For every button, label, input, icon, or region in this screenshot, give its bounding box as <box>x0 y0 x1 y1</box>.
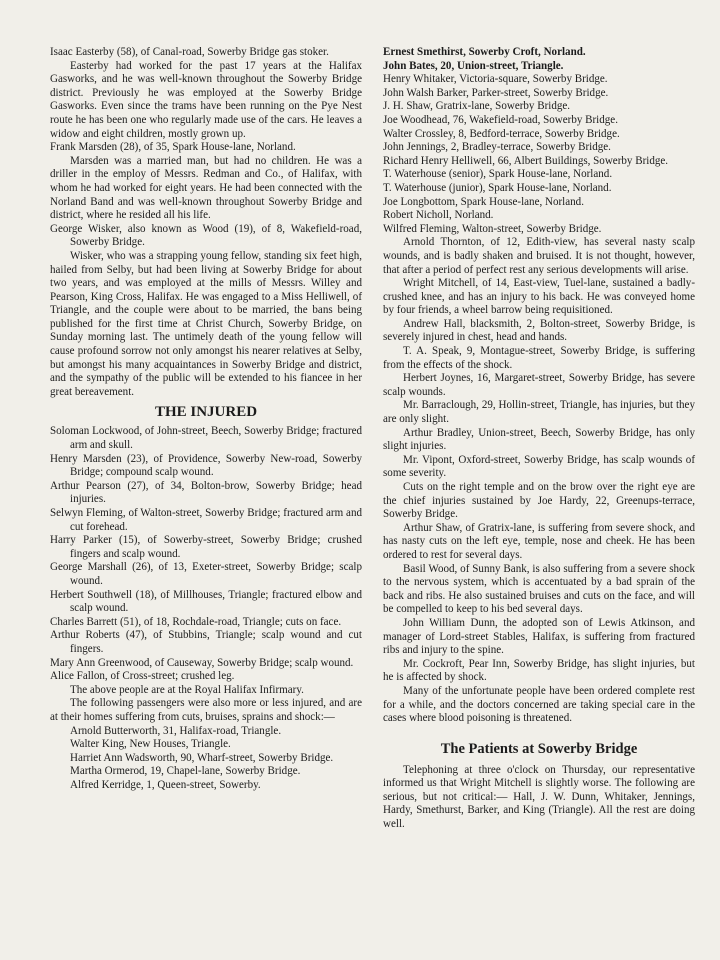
passenger-item: John Walsh Barker, Parker-street, Sowerby Bridge. <box>383 86 609 99</box>
passenger-item: Walter King, New Houses, Triangle. <box>70 738 231 751</box>
patients-text: Telephoning at three o'clock on Thursday, our representative informed us that Wright Mitchell is slightly worse. The following are serious, but not critical:— Hall, J. W. Dunn, Whitaker, Jennings, Hardy, Smethurst, Barker, and King (Triangle). All the rest are doing well. <box>383 763 695 831</box>
injury-report: Arnold Thornton, of 12, Edith-view, has several nasty scalp wounds, and is badly shaken and bruised. It is not thought, however, that after a period of perfect rest any serious developments will arise. <box>383 236 695 276</box>
injured-list <box>50 425 362 683</box>
passenger-item: Henry Whitaker, Victoria-square, Sowerby Bridge. <box>383 73 608 86</box>
right-column <box>383 46 695 832</box>
injury-report: Mr. Barraclough, 29, Hollin-street, Triangle, has injuries, but they are only slight. <box>383 399 695 426</box>
passenger-item: Martha Ormerod, 19, Chapel-lane, Sowerby Bridge. <box>70 765 301 778</box>
infirmary-note: The above people are at the Royal Halifax Infirmary. <box>70 683 304 696</box>
injury-report: John William Dunn, the adopted son of Lewis Atkinson, and manager of Lord-street Stables, Halifax, is suffering from fractured ribs and injury to the spine. <box>383 616 695 657</box>
passenger-item: Walter Crossley, 8, Bedford-terrace, Sowerby Bridge. <box>383 127 620 140</box>
injury-report: Herbert Joynes, 16, Margaret-street, Sowerby Bridge, has severe scalp wounds. <box>383 372 695 398</box>
injury-report: Wright Mitchell, of 14, East-view, Tuel-lane, sustained a badly-crushed knee, and has an injury to his back. He was conveyed home by four friends, a wheel barrow being requisitioned. <box>383 277 695 317</box>
passenger-item: Joe Longbottom, Spark House-lane, Norland. <box>383 195 584 208</box>
injury-report: Arthur Shaw, of Gratrix-lane, is suffering from severe shock, and has nasty cuts on the left eye, temple, nose and cheek. He has been ordered to rest for several days. <box>383 521 695 561</box>
death-entry-marsden: Frank Marsden (28), of 35, Spark House-lane, Norland. <box>50 141 296 154</box>
passenger-item: T. Waterhouse (senior), Spark House-lane, Norland. <box>383 168 613 181</box>
injury-report: T. A. Speak, 9, Montague-street, Sowerby Bridge, is suffering from the effects of the shock. <box>383 345 695 371</box>
death-narrative-wisker: Wisker, who was a strapping young fellow, standing six feet high, hailed from Selby, but had been living at Sowerby Bridge for about two years, and was employed at the mills of Messrs. Willey and Pearson, King Cross, Halifax. He was engaged to a Miss Helliwell, of Triangle, and the couple were about to be married, the bans being published for the first time at Christ Church, Sowerby Bridge, on Sunday morning last. The untimely death of the young fellow will cause profound sorrow not only amongst his nearer relatives at Selby, but amongst his many acquaintances in Sowerby Bridge and district, and the sympathy of the public will be extended to his fiancee in her great bereavement. <box>50 249 362 398</box>
death-narrative-marsden: Marsden was a married man, but had no children. He was a driller in the employ of Messrs. Redman and Co., of Halifax, with whom he had worked for eight years. He had been connected with the Norland Band and was well-known throughout Sowerby Bridge and district, where he resided all his life. <box>50 154 362 222</box>
passenger-item: Harriet Ann Wadsworth, 90, Wharf-street, Sowerby Bridge. <box>70 751 334 764</box>
death-entry-easterby: Isaac Easterby (58), of Canal-road, Sowerby Bridge gas stoker. <box>50 46 329 58</box>
passenger-item: Robert Nicholl, Norland. <box>383 209 494 222</box>
passenger-item: J. H. Shaw, Gratrix-lane, Sowerby Bridge. <box>383 100 571 113</box>
injured-item: Selwyn Fleming, of Walton-street, Sowerby Bridge; fractured arm and cut forehead. <box>50 507 362 533</box>
injured-item: Herbert Southwell (18), of Millhouses, Triangle; fractured elbow and scalp wound. <box>50 588 362 615</box>
passenger-item: Ernest Smethirst, Sowerby Croft, Norland. <box>383 46 586 58</box>
death-entry-wisker: George Wisker, also known as Wood (19), of 8, Wakefield-road, Sowerby Bridge. <box>50 222 362 249</box>
passenger-item: T. Waterhouse (junior), Spark House-lane, Norland. <box>383 181 612 194</box>
injured-item: Alice Fallon, of Cross-street; crushed leg. <box>50 670 235 683</box>
death-narrative-easterby: Easterby had worked for the past 17 years at the Halifax Gasworks, and he was well-known throughout the Sowerby Bridge district. Previously he was employed at the Sowerby Bridge Gasworks. Even since the trams have been running on the Pye Nest route he has been one who regularly made use of the cars. He leaves a widow and eight children, mostly grown up. <box>50 59 362 140</box>
injury-report: Basil Wood, of Sunny Bank, is also suffering from a severe shock to the nervous system, which is accentuated by a bad sprain of the back and ribs. He also sustained bruises and cuts on the face, and will be compelled to keep to his bed several days. <box>383 562 695 616</box>
passenger-list-continued <box>383 46 695 236</box>
passenger-item: Alfred Kerridge, 1, Queen-street, Sowerby. <box>70 778 261 791</box>
passenger-item: John Bates, 20, Union-street, Triangle. <box>383 59 564 72</box>
injured-item: Soloman Lockwood, of John-street, Beech, Sowerby Bridge; fractured arm and skull. <box>50 425 362 452</box>
injury-report: Mr. Vipont, Oxford-street, Sowerby Bridge, has scalp wounds of some severity. <box>383 453 695 480</box>
injured-item: Harry Parker (15), of Sowerby-street, Sowerby Bridge; crushed fingers and scalp wound. <box>50 534 362 560</box>
injury-report: Cuts on the right temple and on the brow over the right eye are the chief injuries sustained by Joe Hardy, 22, Greenups-terrace, Sowerby Bridge. <box>383 481 695 521</box>
left-column <box>50 46 362 792</box>
injury-report: Andrew Hall, blacksmith, 2, Bolton-street, Sowerby Bridge, is severely injured in chest, head and hands. <box>383 317 695 344</box>
passenger-list <box>50 725 362 793</box>
injured-item: George Marshall (26), of 13, Exeter-street, Sowerby Bridge; scalp wound. <box>50 561 362 587</box>
injury-report: Arthur Bradley, Union-street, Beech, Sowerby Bridge, has only slight injuries. <box>383 426 695 453</box>
injured-item: Henry Marsden (23), of Providence, Sowerby New-road, Sowerby Bridge; compound scalp wound. <box>50 452 362 479</box>
injured-heading: THE INJURED <box>154 404 258 421</box>
passenger-item: Richard Henry Helliwell, 66, Albert Buildings, Sowerby Bridge. <box>383 154 669 167</box>
injured-item: Mary Ann Greenwood, of Causeway, Sowerby Bridge; scalp wound. <box>50 656 354 669</box>
injured-item: Arthur Roberts (47), of Stubbins, Triangle; scalp wound and cut fingers. <box>50 629 362 655</box>
injury-report: Many of the unfortunate people have been ordered complete rest for a while, and the doctors concerned are taking special care in the cases where blood poisoning is threatened. <box>383 684 695 725</box>
injured-item: Charles Barrett (51), of 18, Rochdale-road, Triangle; cuts on face. <box>50 615 342 628</box>
passengers-intro: The following passengers were also more or less injured, and are at their homes suffering from cuts, bruises, sprains and shock:— <box>50 697 362 723</box>
patients-heading: The Patients at Sowerby Bridge <box>440 740 638 757</box>
passenger-item: Wilfred Fleming, Walton-street, Sowerby Bridge. <box>383 222 602 235</box>
passenger-item: Arnold Butterworth, 31, Halifax-road, Triangle. <box>70 724 282 737</box>
passenger-item: John Jennings, 2, Bradley-terrace, Sowerby Bridge. <box>383 141 611 154</box>
passenger-item: Joe Woodhead, 76, Wakefield-road, Sowerby Bridge. <box>383 113 618 126</box>
injury-report: Mr. Cockroft, Pear Inn, Sowerby Bridge, has slight injuries, but he is affected by shock. <box>383 657 695 684</box>
injured-item: Arthur Pearson (27), of 34, Bolton-brow, Sowerby Bridge; head injuries. <box>50 479 362 506</box>
